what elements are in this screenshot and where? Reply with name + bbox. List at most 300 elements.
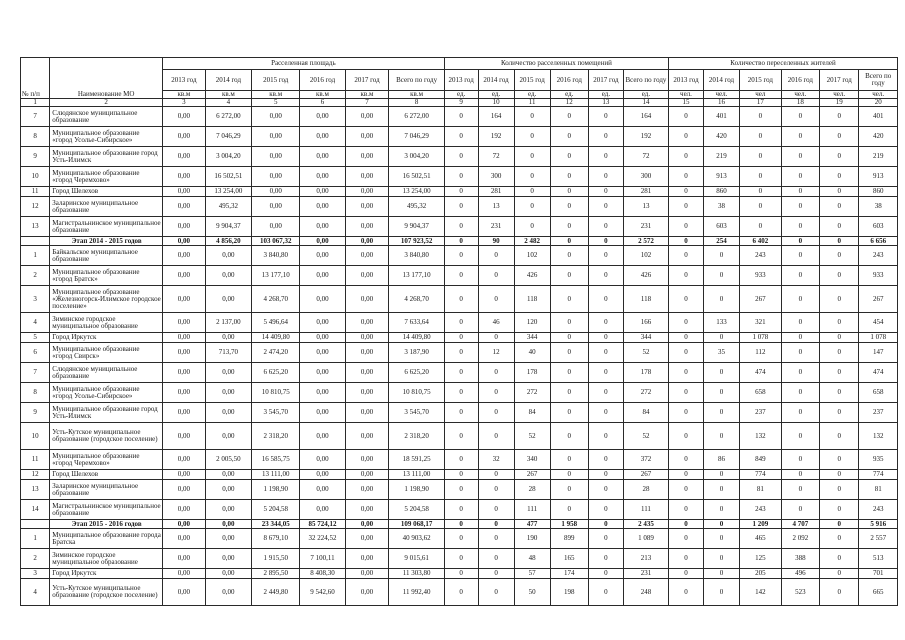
people-group-header: Количество переселенных жителей: [669, 58, 898, 70]
value-cell: 40 903,62: [389, 529, 444, 549]
value-cell: 6 272,00: [205, 107, 251, 127]
value-cell: 0,00: [345, 520, 389, 529]
value-cell: 111: [623, 500, 668, 520]
value-cell: 35: [703, 343, 739, 363]
value-cell: 0: [588, 333, 623, 343]
column-number: 18: [781, 99, 819, 107]
value-cell: 7 633,64: [389, 313, 444, 333]
row-number-cell: 1: [21, 529, 50, 549]
value-cell: 0: [820, 246, 859, 266]
value-cell: 0,00: [162, 549, 205, 569]
value-cell: 513: [859, 549, 898, 569]
value-cell: 495,32: [205, 197, 251, 217]
value-cell: 0: [550, 107, 588, 127]
value-cell: 0,00: [162, 127, 205, 147]
value-cell: 103 067,32: [252, 237, 300, 246]
value-cell: 192: [478, 127, 514, 147]
value-cell: 0,00: [205, 383, 251, 403]
value-cell: 0: [444, 197, 478, 217]
value-cell: 0: [444, 569, 478, 579]
value-cell: 0: [478, 403, 514, 423]
value-cell: 0: [703, 363, 739, 383]
value-cell: 4 856,20: [205, 237, 251, 246]
value-cell: 0: [740, 127, 782, 147]
value-cell: 0,00: [345, 569, 389, 579]
value-cell: 5 204,58: [389, 500, 444, 520]
rooms-unit-header: ед.: [550, 91, 588, 99]
value-cell: 0: [550, 343, 588, 363]
value-cell: 899: [550, 529, 588, 549]
value-cell: 0,00: [300, 500, 345, 520]
value-cell: 774: [740, 470, 782, 480]
value-cell: 0: [781, 403, 819, 423]
value-cell: 0: [588, 470, 623, 480]
value-cell: 205: [740, 569, 782, 579]
value-cell: 0,00: [162, 569, 205, 579]
value-cell: 0,00: [162, 480, 205, 500]
value-cell: 3 545,70: [389, 403, 444, 423]
value-cell: 1 078: [740, 333, 782, 343]
value-cell: 0: [478, 579, 514, 606]
value-cell: 0: [820, 313, 859, 333]
value-cell: 0: [514, 167, 550, 187]
value-cell: 16 585,75: [252, 450, 300, 470]
value-cell: 0: [669, 266, 704, 286]
value-cell: 496: [781, 569, 819, 579]
value-cell: 5 496,64: [252, 313, 300, 333]
value-cell: 13 177,10: [389, 266, 444, 286]
value-cell: 0,00: [300, 403, 345, 423]
value-cell: 0: [781, 423, 819, 450]
value-cell: 4 268,70: [252, 286, 300, 313]
value-cell: 0: [588, 246, 623, 266]
value-cell: 0: [669, 127, 704, 147]
value-cell: 81: [740, 480, 782, 500]
value-cell: 7 100,11: [300, 549, 345, 569]
value-cell: 0: [669, 147, 704, 167]
value-cell: 6 272,00: [389, 107, 444, 127]
municipality-name-cell: Заларинское муниципальное образование: [50, 480, 163, 500]
value-cell: 0: [478, 520, 514, 529]
value-cell: 420: [859, 127, 898, 147]
value-cell: 267: [514, 470, 550, 480]
value-cell: 0: [669, 286, 704, 313]
value-cell: 0: [444, 579, 478, 606]
value-cell: 0: [550, 246, 588, 266]
municipality-name-cell: Муниципальное образование город Усть-Илимск: [50, 147, 163, 167]
value-cell: 102: [623, 246, 668, 266]
municipality-name-header: Наименование МО: [50, 58, 163, 99]
value-cell: 0,00: [205, 569, 251, 579]
value-cell: 0: [703, 333, 739, 343]
value-cell: 0: [820, 343, 859, 363]
value-cell: 2 557: [859, 529, 898, 549]
value-cell: 0: [588, 383, 623, 403]
row-number-cell: 10: [21, 167, 50, 187]
value-cell: 0: [703, 549, 739, 569]
value-cell: 0: [478, 569, 514, 579]
value-cell: 0,00: [162, 423, 205, 450]
value-cell: 0: [550, 187, 588, 197]
value-cell: 6 402: [740, 237, 782, 246]
area-unit-header: кв.м: [389, 91, 444, 99]
value-cell: 0: [820, 480, 859, 500]
value-cell: 11 303,80: [389, 569, 444, 579]
value-cell: 0,00: [252, 147, 300, 167]
value-cell: 0,00: [162, 333, 205, 343]
value-cell: 0: [550, 480, 588, 500]
value-cell: 8 408,30: [300, 569, 345, 579]
value-cell: 0,00: [300, 147, 345, 167]
table-row: [21, 333, 898, 343]
value-cell: 0: [514, 147, 550, 167]
value-cell: 3 840,80: [389, 246, 444, 266]
municipality-name-cell: Слюдянское муниципальное образование: [50, 363, 163, 383]
value-cell: 243: [859, 500, 898, 520]
value-cell: 0: [514, 127, 550, 147]
municipality-name-cell: Зиминское городское муниципальное образование: [50, 313, 163, 333]
value-cell: 933: [740, 266, 782, 286]
column-number: 19: [820, 99, 859, 107]
value-cell: 465: [740, 529, 782, 549]
row-number-cell: 2: [21, 549, 50, 569]
people-year-header: 2013 год: [669, 70, 704, 91]
municipality-name-cell: Муниципальное образование город Усть-Илимск: [50, 403, 163, 423]
value-cell: 72: [623, 147, 668, 167]
value-cell: 4 707: [781, 520, 819, 529]
value-cell: 164: [478, 107, 514, 127]
value-cell: 0: [444, 470, 478, 480]
rooms-year-header: 2015 год: [514, 70, 550, 91]
row-number-cell: [21, 520, 50, 529]
value-cell: 0: [588, 107, 623, 127]
value-cell: 0: [781, 217, 819, 237]
value-cell: 0,00: [345, 313, 389, 333]
column-number: 6: [300, 99, 345, 107]
value-cell: 1 198,90: [389, 480, 444, 500]
value-cell: 0,00: [205, 480, 251, 500]
value-cell: 913: [859, 167, 898, 187]
column-number: 11: [514, 99, 550, 107]
value-cell: 142: [740, 579, 782, 606]
value-cell: 0,00: [162, 529, 205, 549]
column-number: 16: [703, 99, 739, 107]
value-cell: 3 840,80: [252, 246, 300, 266]
value-cell: 0: [820, 450, 859, 470]
rooms-unit-header: ед.: [444, 91, 478, 99]
value-cell: 231: [623, 569, 668, 579]
value-cell: 0: [820, 569, 859, 579]
value-cell: 0,00: [345, 529, 389, 549]
value-cell: 0: [781, 343, 819, 363]
value-cell: 0,00: [300, 167, 345, 187]
value-cell: 0: [550, 403, 588, 423]
value-cell: 3 187,90: [389, 343, 444, 363]
value-cell: 0: [703, 500, 739, 520]
value-cell: 0: [444, 383, 478, 403]
value-cell: 0,00: [345, 187, 389, 197]
value-cell: 0: [781, 286, 819, 313]
row-number-cell: 7: [21, 363, 50, 383]
table-row: [21, 549, 898, 569]
value-cell: 0: [781, 470, 819, 480]
value-cell: 0: [478, 549, 514, 569]
value-cell: 0: [669, 333, 704, 343]
table-row: [21, 197, 898, 217]
value-cell: 0: [703, 246, 739, 266]
value-cell: 46: [478, 313, 514, 333]
value-cell: 0: [514, 187, 550, 197]
value-cell: 401: [703, 107, 739, 127]
value-cell: 13 111,00: [252, 470, 300, 480]
value-cell: 933: [859, 266, 898, 286]
value-cell: 132: [740, 423, 782, 450]
value-cell: 0: [781, 500, 819, 520]
value-cell: 0: [588, 500, 623, 520]
value-cell: 701: [859, 569, 898, 579]
value-cell: 0,00: [205, 363, 251, 383]
municipality-name-cell: Муниципальное образование города Братска: [50, 529, 163, 549]
value-cell: 1 089: [623, 529, 668, 549]
value-cell: 272: [514, 383, 550, 403]
value-cell: 0: [781, 187, 819, 197]
value-cell: 0: [478, 470, 514, 480]
value-cell: 860: [859, 187, 898, 197]
value-cell: 0,00: [205, 520, 251, 529]
rooms-year-header: Всего по году: [623, 70, 668, 91]
value-cell: 0,00: [300, 127, 345, 147]
municipality-name-cell: Магистральнинское муниципальное образование: [50, 500, 163, 520]
value-cell: 300: [478, 167, 514, 187]
municipality-name-cell: Муниципальное образование «город Братск»: [50, 266, 163, 286]
value-cell: 2 318,20: [389, 423, 444, 450]
municipality-name-cell: Муниципальное образование «город Свирск»: [50, 343, 163, 363]
value-cell: 0: [703, 470, 739, 480]
value-cell: 0,00: [205, 403, 251, 423]
area-unit-header: кв.м: [162, 91, 205, 99]
value-cell: 0: [478, 383, 514, 403]
value-cell: 219: [703, 147, 739, 167]
column-number: 13: [588, 99, 623, 107]
value-cell: 0,00: [252, 167, 300, 187]
table-row: [21, 470, 898, 480]
value-cell: 658: [740, 383, 782, 403]
value-cell: 420: [703, 127, 739, 147]
value-cell: 0,00: [205, 266, 251, 286]
value-cell: 603: [859, 217, 898, 237]
value-cell: 0: [669, 480, 704, 500]
value-cell: 0: [781, 450, 819, 470]
row-number-cell: 9: [21, 147, 50, 167]
column-number: 1: [21, 99, 50, 107]
value-cell: 0,00: [345, 266, 389, 286]
row-number-cell: 11: [21, 187, 50, 197]
table-row: [21, 480, 898, 500]
value-cell: 0: [781, 237, 819, 246]
value-cell: 0: [550, 197, 588, 217]
value-cell: 2 318,20: [252, 423, 300, 450]
value-cell: 72: [478, 147, 514, 167]
value-cell: 0: [740, 217, 782, 237]
value-cell: 0: [669, 520, 704, 529]
value-cell: 0,00: [300, 343, 345, 363]
value-cell: 0: [669, 579, 704, 606]
table-row: [21, 579, 898, 606]
value-cell: 0: [820, 266, 859, 286]
value-cell: 0: [740, 147, 782, 167]
municipality-name-cell: Город Иркутск: [50, 333, 163, 343]
value-cell: 50: [514, 579, 550, 606]
rooms-unit-header: ед.: [478, 91, 514, 99]
value-cell: 0,00: [345, 107, 389, 127]
value-cell: 0,00: [345, 363, 389, 383]
value-cell: 0: [588, 363, 623, 383]
people-unit-header: чел: [740, 91, 782, 99]
value-cell: 0: [781, 246, 819, 266]
table-row: [21, 286, 898, 313]
value-cell: 0: [669, 187, 704, 197]
table-row: [21, 266, 898, 286]
value-cell: 426: [623, 266, 668, 286]
people-year-header: 2015 год: [740, 70, 782, 91]
value-cell: 0: [588, 167, 623, 187]
value-cell: 0: [550, 333, 588, 343]
value-cell: 401: [859, 107, 898, 127]
value-cell: 10 810,75: [389, 383, 444, 403]
value-cell: 0: [820, 147, 859, 167]
value-cell: 0: [550, 266, 588, 286]
row-number-cell: 2: [21, 266, 50, 286]
row-number-cell: 11: [21, 450, 50, 470]
value-cell: 0,00: [162, 167, 205, 187]
value-cell: 2 572: [623, 237, 668, 246]
value-cell: 372: [623, 450, 668, 470]
value-cell: 9 015,61: [389, 549, 444, 569]
value-cell: 0: [781, 313, 819, 333]
value-cell: 243: [740, 500, 782, 520]
value-cell: 2 435: [623, 520, 668, 529]
value-cell: 0,00: [345, 500, 389, 520]
value-cell: 32 224,52: [300, 529, 345, 549]
value-cell: 0: [514, 217, 550, 237]
value-cell: 111: [514, 500, 550, 520]
value-cell: 0,00: [300, 217, 345, 237]
value-cell: 0,00: [300, 286, 345, 313]
value-cell: 237: [740, 403, 782, 423]
value-cell: 0,00: [300, 470, 345, 480]
value-cell: 0: [703, 383, 739, 403]
value-cell: 0,00: [162, 363, 205, 383]
table-row: [21, 313, 898, 333]
column-number: 7: [345, 99, 389, 107]
value-cell: 0: [669, 167, 704, 187]
table-row: [21, 127, 898, 147]
value-cell: 0: [703, 480, 739, 500]
value-cell: 0: [444, 167, 478, 187]
value-cell: 0: [820, 520, 859, 529]
value-cell: 0,00: [345, 480, 389, 500]
table-body: [21, 58, 898, 606]
value-cell: 454: [859, 313, 898, 333]
row-number-cell: 13: [21, 480, 50, 500]
value-cell: 0,00: [162, 383, 205, 403]
value-cell: 0: [740, 167, 782, 187]
value-cell: 0: [669, 217, 704, 237]
stage-total-row: [21, 520, 898, 529]
value-cell: 0: [781, 107, 819, 127]
value-cell: 0: [781, 167, 819, 187]
value-cell: 84: [514, 403, 550, 423]
municipality-name-cell: Город Шелехов: [50, 470, 163, 480]
value-cell: 0,00: [162, 217, 205, 237]
value-cell: 495,32: [389, 197, 444, 217]
value-cell: 0: [820, 187, 859, 197]
value-cell: 603: [703, 217, 739, 237]
value-cell: 0: [588, 579, 623, 606]
value-cell: 13 254,00: [389, 187, 444, 197]
value-cell: 0,00: [345, 147, 389, 167]
value-cell: 0: [669, 500, 704, 520]
value-cell: 5 204,58: [252, 500, 300, 520]
value-cell: 0,00: [345, 549, 389, 569]
value-cell: 0: [478, 423, 514, 450]
value-cell: 6 625,20: [252, 363, 300, 383]
value-cell: 0: [588, 147, 623, 167]
value-cell: 0: [588, 450, 623, 470]
value-cell: 1 958: [550, 520, 588, 529]
value-cell: 0,00: [300, 313, 345, 333]
value-cell: 0,00: [252, 217, 300, 237]
people-unit-header: чел.: [781, 91, 819, 99]
value-cell: 0: [669, 450, 704, 470]
value-cell: 0,00: [300, 197, 345, 217]
value-cell: 0: [820, 333, 859, 343]
value-cell: 52: [514, 423, 550, 450]
column-number: 15: [669, 99, 704, 107]
rooms-unit-header: ед.: [514, 91, 550, 99]
value-cell: 0,00: [345, 403, 389, 423]
value-cell: 38: [859, 197, 898, 217]
value-cell: 913: [703, 167, 739, 187]
value-cell: 0,00: [162, 313, 205, 333]
area-unit-header: кв.м: [252, 91, 300, 99]
value-cell: 0: [478, 500, 514, 520]
value-cell: 0: [820, 470, 859, 480]
value-cell: 0: [444, 333, 478, 343]
value-cell: 118: [514, 286, 550, 313]
table-row: [21, 403, 898, 423]
value-cell: 0,00: [205, 423, 251, 450]
value-cell: 0,00: [205, 549, 251, 569]
area-year-header: 2013 год: [162, 70, 205, 91]
value-cell: 0,00: [300, 107, 345, 127]
value-cell: 0: [703, 286, 739, 313]
value-cell: 0,00: [162, 266, 205, 286]
value-cell: 243: [859, 246, 898, 266]
value-cell: 0,00: [345, 579, 389, 606]
value-cell: 0,00: [300, 450, 345, 470]
value-cell: 2 005,50: [205, 450, 251, 470]
value-cell: 85 724,12: [300, 520, 345, 529]
column-number: 12: [550, 99, 588, 107]
value-cell: 0: [478, 266, 514, 286]
value-cell: 0: [588, 286, 623, 313]
value-cell: 0: [478, 529, 514, 549]
value-cell: 344: [514, 333, 550, 343]
value-cell: 84: [623, 403, 668, 423]
value-cell: 2 895,50: [252, 569, 300, 579]
value-cell: 0: [740, 187, 782, 197]
